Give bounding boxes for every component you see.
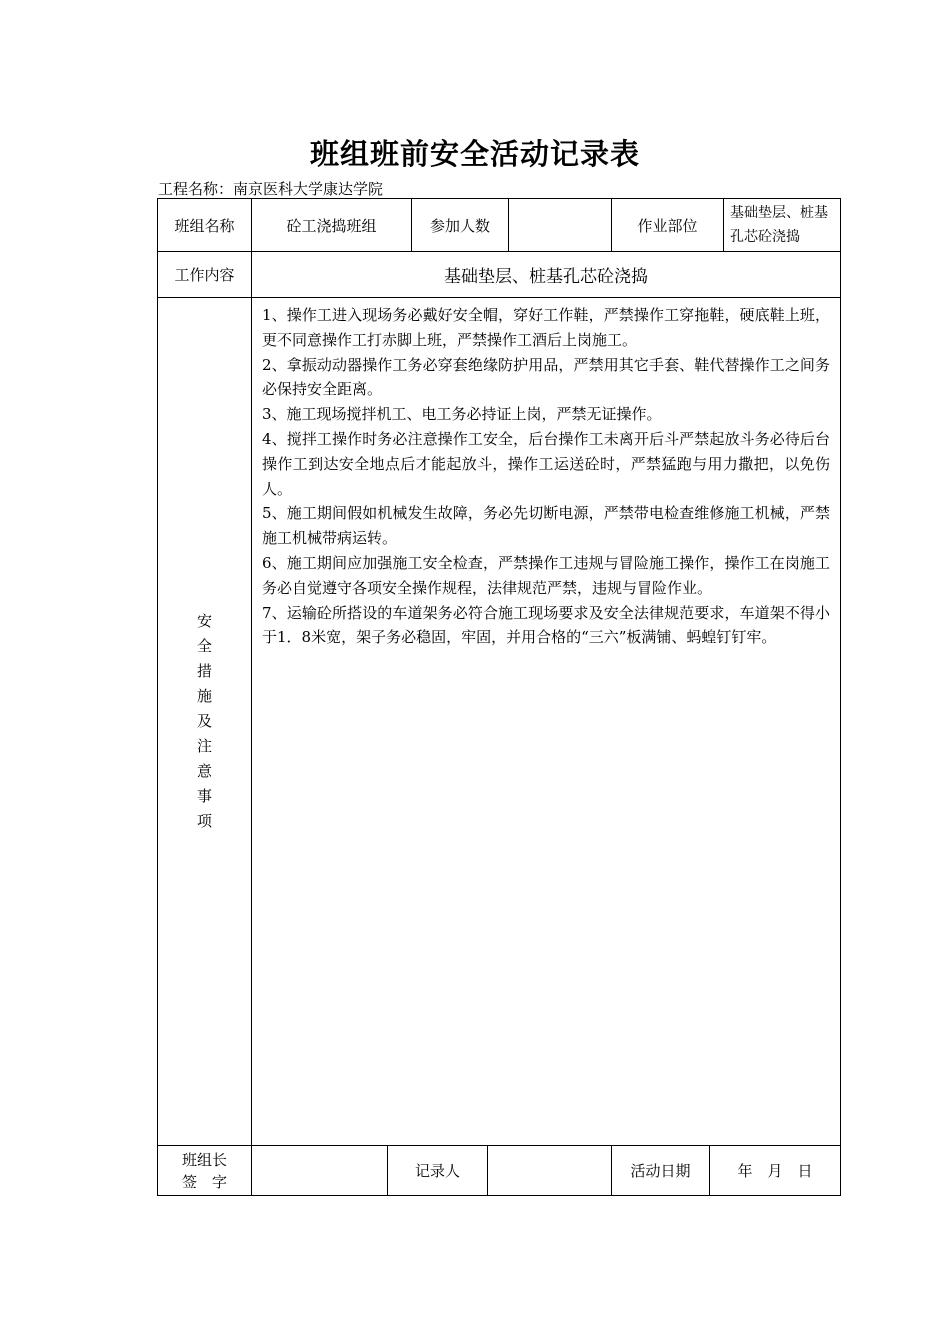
row-measures bbox=[158, 298, 841, 1146]
safety-measures-label: 安 全 措 施 及 注 意 事 项 bbox=[158, 298, 252, 1146]
work-content-label: 工作内容 bbox=[158, 252, 252, 298]
work-location-value: 基础垫层、桩基孔芯砼浇捣 bbox=[724, 199, 841, 252]
activity-date-value: 年 月 日 bbox=[710, 1146, 841, 1196]
row-signature bbox=[158, 1146, 841, 1196]
team-name-label: 班组名称 bbox=[158, 199, 252, 252]
team-name-value: 砼工浇捣班组 bbox=[252, 199, 412, 252]
measure-item: 1、操作工进入现场务必戴好安全帽，穿好工作鞋，严禁操作工穿拖鞋，硬底鞋上班，更不同意操作工打赤脚上班，严禁操作工酒后上岗施工。 bbox=[262, 306, 831, 349]
measure-item: 5、施工期间假如机械发生故障，务必先切断电源，严禁带电检查维修施工机械，严禁施工机械带病运转。 bbox=[262, 504, 831, 548]
measure-item: 6、施工期间应加强施工安全检查，严禁操作工违规与冒险施工操作，操作工在岗施工务必自觉遵守各项安全操作规程，法律规范严禁，违规与冒险作业。 bbox=[262, 553, 831, 597]
measure-item: 7、运输砼所搭设的车道架务必符合施工现场要求及安全法律规范要求，车道架不得小于1．8米宽，架子务必稳固，牢固，并用合格的“三六”板满铺、蚂蝗钉钉牢。 bbox=[262, 603, 831, 647]
team-leader-signature-label: 班组长 签 字 bbox=[158, 1146, 252, 1196]
safety-record-table bbox=[157, 198, 841, 1196]
activity-date-label: 活动日期 bbox=[612, 1146, 710, 1196]
work-location-label: 作业部位 bbox=[612, 199, 724, 252]
measure-item: 3、施工现场搅拌机工、电工务必持证上岗，严禁无证操作。 bbox=[262, 405, 662, 424]
form-title: 班组班前安全活动记录表 bbox=[309, 137, 640, 171]
recorder-value bbox=[488, 1146, 612, 1196]
participants-value bbox=[509, 199, 612, 252]
project-name: 工程名称：南京医科大学康达学院 bbox=[158, 180, 384, 198]
safety-measures-content bbox=[252, 298, 841, 1146]
measure-item: 2、拿振动动器操作工务必穿套绝缘防护用品，严禁用其它手套、鞋代替操作工之间务必保持安全距离。 bbox=[262, 355, 831, 399]
recorder-label: 记录人 bbox=[388, 1146, 488, 1196]
row-team bbox=[158, 199, 841, 252]
participants-label: 参加人数 bbox=[412, 199, 509, 252]
work-content-value: 基础垫层、桩基孔芯砼浇捣 bbox=[252, 252, 841, 298]
row-content bbox=[158, 252, 841, 298]
team-leader-signature-value bbox=[252, 1146, 388, 1196]
measure-item: 4、搅拌工操作时务必注意操作工安全，后台操作工未离开后斗严禁起放斗务必待后台操作工到达安全地点后才能起放斗，操作工运送砼时，严禁猛跑与用力撒把，以免伤人。 bbox=[262, 429, 831, 498]
